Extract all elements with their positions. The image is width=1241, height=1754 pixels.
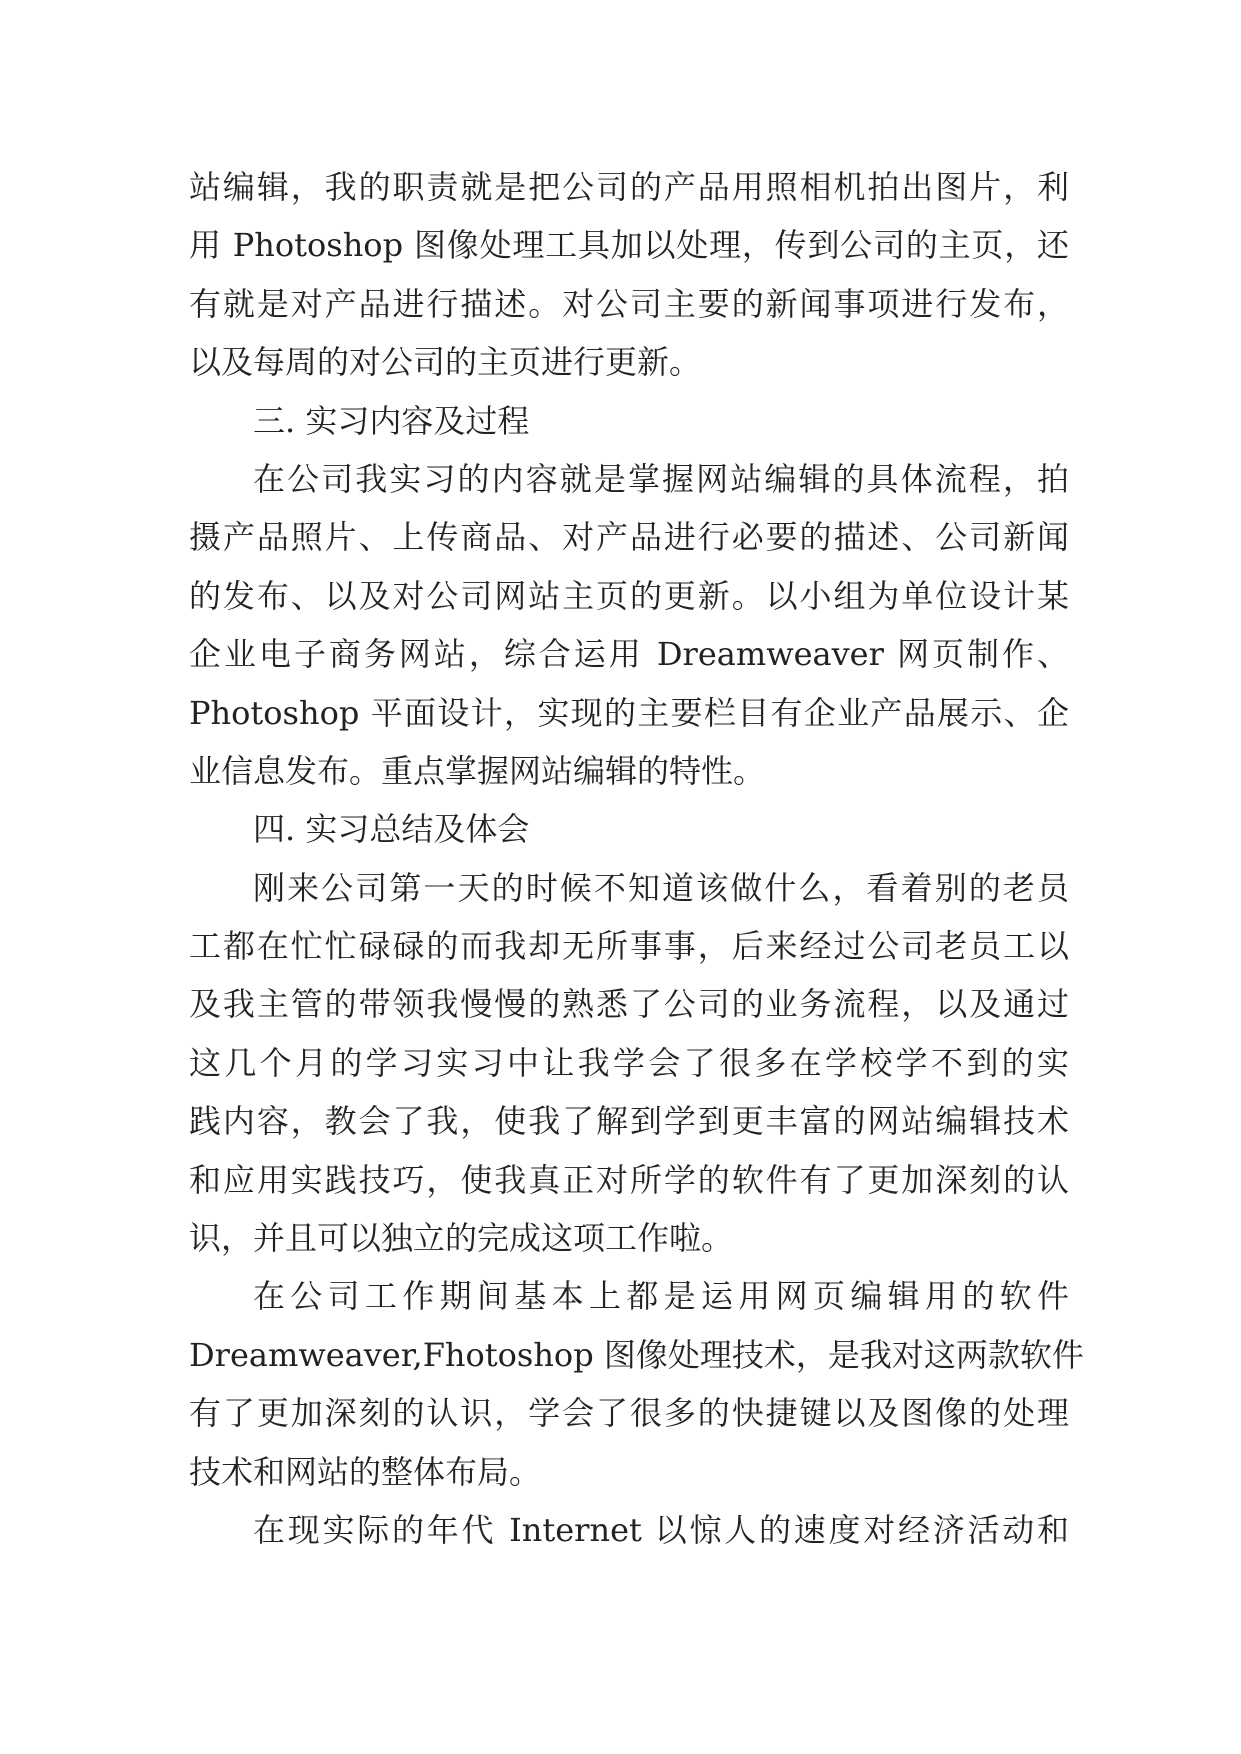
text-line: 业信息发布。重点掌握网站编辑的特性。 [189, 751, 766, 790]
text-line: 和应用实践技巧，使我真正对所学的软件有了更加深刻的认 [189, 1160, 1069, 1199]
text-line: 站编辑，我的职责就是把公司的产品用照相机拍出图片，利 [189, 168, 1069, 206]
text-line: 的发布、以及对公司网站主页的更新。以小组为单位设计某 [189, 576, 1069, 615]
section-heading: 三. 实习内容及过程 [253, 401, 530, 440]
text-line: 以及每周的对公司的主页进行更新。 [189, 343, 702, 382]
text-line: 用 Photoshop 图像处理工具加以处理，传到公司的主页，还 [189, 226, 1069, 265]
text-line: Dreamweaver,Fhotoshop 图像处理技术，是我对这两款软件 [189, 1335, 1084, 1374]
text-line: 有就是对产品进行描述。对公司主要的新闻事项进行发布， [189, 284, 1069, 323]
text-line: 在公司我实习的内容就是掌握网站编辑的具体流程，拍 [253, 459, 1069, 498]
section-heading: 四. 实习总结及体会 [253, 810, 530, 849]
text-line: 在现实际的年代 Internet 以惊人的速度对经济活动和 [253, 1510, 1069, 1549]
text-line: 刚来公司第一天的时候不知道该做什么，看着别的老员 [253, 868, 1069, 907]
text-line: Photoshop 平面设计，实现的主要栏目有企业产品展示、企 [189, 693, 1069, 732]
text-line: 有了更加深刻的认识，学会了很多的快捷键以及图像的处理 [189, 1394, 1069, 1433]
text-line: 这几个月的学习实习中让我学会了很多在学校学不到的实 [189, 1043, 1069, 1082]
text-line: 企业电子商务网站，综合运用 Dreamweaver 网页制作、 [189, 635, 1069, 674]
text-line: 技术和网站的整体布局。 [189, 1452, 542, 1491]
document-body [189, 158, 1084, 1559]
text-line: 及我主管的带领我慢慢的熟悉了公司的业务流程，以及通过 [189, 985, 1069, 1024]
text-line: 摄产品照片、上传商品、对产品进行必要的描述、公司新闻 [189, 518, 1069, 557]
text-line: 工都在忙忙碌碌的而我却无所事事，后来经过公司老员工以 [189, 927, 1069, 966]
text-line: 识，并且可以独立的完成这项工作啦。 [189, 1219, 734, 1258]
text-line: 践内容，教会了我，使我了解到学到更丰富的网站编辑技术 [189, 1102, 1069, 1141]
text-line: 在公司工作期间基本上都是运用网页编辑用的软件 [253, 1277, 1069, 1316]
